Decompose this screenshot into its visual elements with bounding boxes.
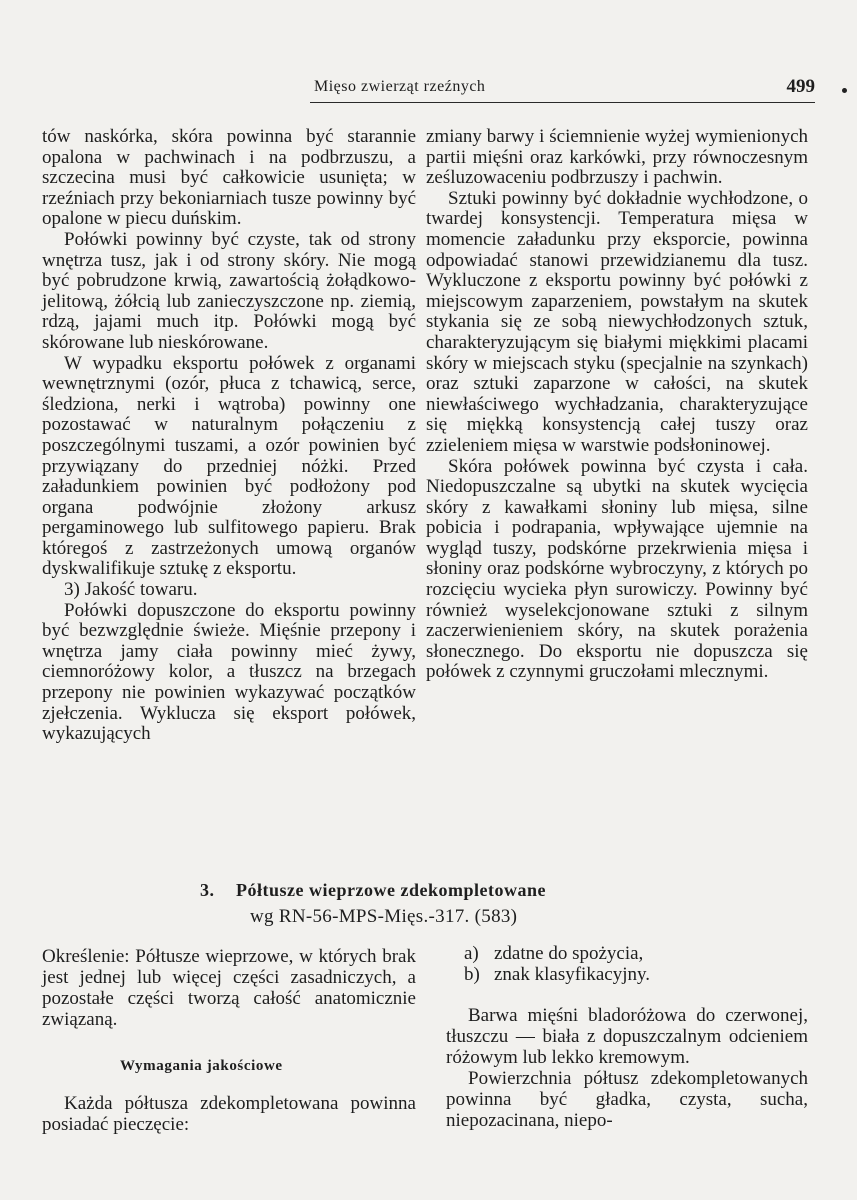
paragraph: Skóra połówek powinna być czysta i cała. Niedopuszczalne są ubytki na skutek wycięcia skóry z kawałkami słoniny lub mięsa, silne pobicia i podrapania, wpływające ujemnie na wygląd tuszy, podskórne przekrwienia mięsa i słoniny oraz podskórne wybroczyny, z których po rozcięciu wycieka płyn surowiczy. Powinny być również wyselekcjonowane sztuki z silnym zaczerwienieniem skóry, na skutek porażenia słonecznego. Do eksportu nie dopuszcza się połówek z czynnymi gruczołami mlecznymi. <box>426 455 808 683</box>
section-heading <box>200 880 660 901</box>
requirements-heading: Wymagania jakościowe <box>120 1058 283 1074</box>
lower-left-column <box>42 946 416 1135</box>
section-title: Półtusze wieprzowe zdekompletowane <box>236 880 546 900</box>
right-column <box>426 127 808 683</box>
list-item <box>446 943 808 964</box>
section-number: 3. <box>200 880 215 900</box>
definition-paragraph: Określenie: Półtusze wieprzowe, w których brak jest jednej lub więcej części zasadniczych, a pozostałe części tworzą całość anatomicznie związaną. <box>42 946 416 1030</box>
paragraph: Powierzchnia półtusz zdekompletowanych powinna być gładka, czysta, sucha, niepozacinana, niepo- <box>446 1068 808 1131</box>
section-subheading: wg RN-56-MPS-Mięs.-317. (583) <box>250 906 518 927</box>
running-header <box>310 78 815 103</box>
margin-dot <box>842 88 847 93</box>
paragraph: Barwa mięśni bladoróżowa do czerwonej, tłuszczu — biała z dopuszczalnym odcieniem różowym lub lekko kremowym. <box>446 1005 808 1068</box>
left-column <box>42 127 416 745</box>
paragraph: Sztuki powinny być dokładnie wychłodzone, o twardej konsystencji. Temperatura mięsa w momencie załadunku przy eksporcie, powinna odpowiadać stanowi przewidzianemu dla tusz. Wykluczone z eksportu powinny być połówki z miejscowym zaparzeniem, powstałym na skutek stykania się ze sobą niewychłodzonych sztuk, charakteryzującym się białymi miękkimi placami skóry w miejscach styku (specjalnie na szynkach) oraz sztuki zaparzone w całości, na skutek niewłaściwego wychładzania, charakteryzujące się miękką konsystencją całej tuszy oraz zzieleniem mięsa w warstwie podsłoninowej. <box>426 187 808 456</box>
list-text: zdatne do spożycia, <box>494 943 644 964</box>
list-text: znak klasyfikacyjny. <box>494 964 650 985</box>
page-number: 499 <box>786 76 815 97</box>
paragraph: W wypadku eksportu połówek z organami wewnętrznymi (ozór, płuca z tchawicą, serce, śledziona, nerki i wątroba) powinny one pozostawać w naturalnym połączeniu z poszczególnymi tuszami, a ozór powinien być przywiązany do przedniej nóżki. Przed załadunkiem powinien być podłożony pod organa podwójnie złożony arkusz pergaminowego lub sulfitowego papieru. Brak któregoś z zastrzeżonych umową organów dyskwalifikuje sztukę z eksportu. <box>42 352 416 580</box>
list-item <box>446 964 808 985</box>
list-key: a) <box>464 943 479 964</box>
paragraph: 3) Jakość towaru. <box>64 579 198 601</box>
paragraph: Połówki dopuszczone do eksportu powinny być bezwzględnie świeże. Mięśnie przepony i wnętrza jamy ciała powinny mieć żywy, ciemnoróżowy kolor, a tłuszcz na brzegach przepony nie powinien wykazywać początków zjełczenia. Wyklucza się eksport połówek, wykazujących <box>42 599 416 745</box>
lower-right-column <box>446 943 808 1131</box>
list-key: b) <box>464 964 480 985</box>
paragraph: tów naskórka, skóra powinna być starannie opalona w pachwinach i na podbrzuszu, a szczecina musi być całkowicie usunięta; w rzeźniach przy bekoniarniach tusze powinny być opalone w piecu duńskim. <box>42 126 416 230</box>
requirements-paragraph: Każda półtusza zdekompletowana powinna posiadać pieczęcie: <box>42 1093 416 1135</box>
paragraph: zmiany barwy i ściemnienie wyżej wymienionych partii mięśni oraz karkówki, przy równoczesnym ześluzowaceniu podbrzuszy i pachwin. <box>426 126 808 189</box>
paragraph: Połówki powinny być czyste, tak od strony wnętrza tusz, jak i od strony skóry. Nie mogą być pobrudzone krwią, zawartością żołądkowo-jelitową, żółcią lub zanieczyszczone np. ziemią, rdzą, jajami much itp. Połówki mogą być skórowane lub nieskórowane. <box>42 228 416 353</box>
running-title: Mięso zwierząt rzeźnych <box>314 78 486 95</box>
